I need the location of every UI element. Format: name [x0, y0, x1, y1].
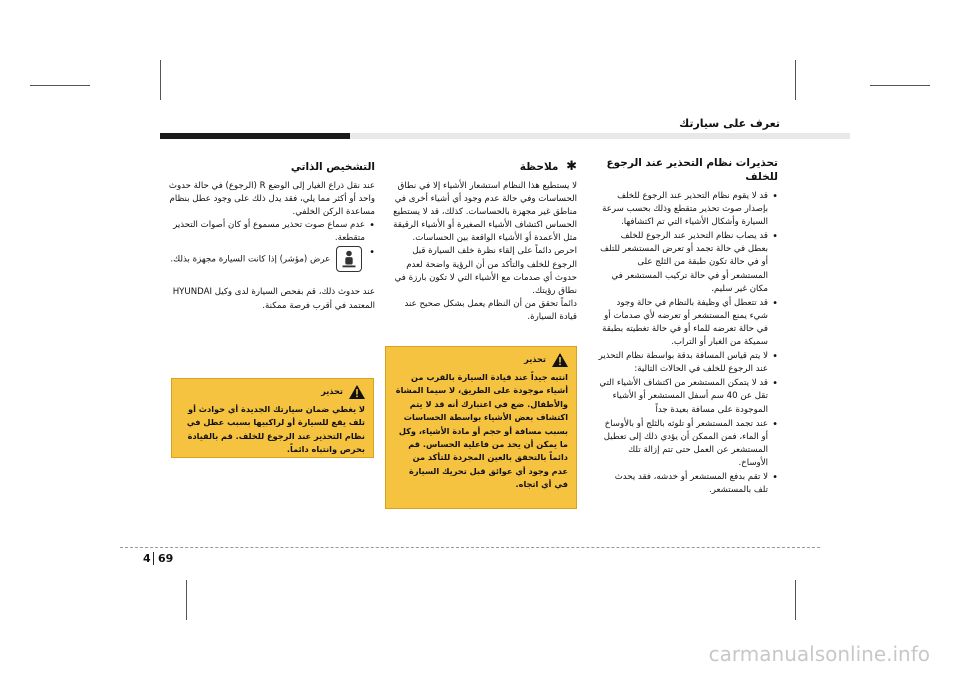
warning-label: تحذير [524, 354, 546, 365]
list-item: • قد لا يقوم نظام التحذير عند الرجوع للخلف بإصدار صوت تحذير متقطع وذلك بحسب سرعة السيارة وأشكال الأشياء التي تم اكتشافها. [598, 190, 778, 229]
list-item: • قد يصاب نظام التحذير عند الرجوع للخلف بعطل في حالة تجمد أو تعرض المستشعر للتلف أو في حالة تكون طبقة من الثلج على المستشعر أو في حالة تركيب المستشعر في مكان غير سليم. [598, 230, 778, 295]
note-title-label: ملاحظة [519, 161, 559, 173]
rear-warning-column [598, 156, 778, 498]
crop-mark [870, 85, 930, 86]
warning-triangle-icon [552, 353, 568, 367]
crop-mark [186, 580, 187, 620]
list-item: • عند تجمد المستشعر أو تلوثه بالثلج أو بالأوساخ أو الماء، فمن الممكن أن يؤدي ذلك إلى تعطيل المستشعر عن العمل حتى تتم إزالة تلك الأوساخ. [598, 418, 778, 470]
indicator-bullet-text: عرض (مؤشر) إذا كانت السيارة مجهزة بذلك. [170, 254, 331, 265]
note-title [385, 160, 577, 174]
warranty-warning-box [171, 378, 374, 458]
footer-divider [120, 547, 820, 548]
warning-text: لا يغطي ضمان سيارتك الجديدة أي حوادث أو تلف يقع للسيارة أو لراكبيها بسبب عطل في نظام التحذير عند الرجوع للخلف. قم بالقيادة بحرص وانتباه دائماً. [186, 404, 365, 455]
note-paragraph: احرص دائماً على إلقاء نظرة خلف السيارة قبل الرجوع للخلف والتأكد من أن الرؤية واضحة لعدم حدوث أي صدمات مع الأشياء التي لا تكون بارزة في نطاق رؤيتك. [394, 246, 577, 296]
warning-label: تحذير [321, 386, 343, 397]
list-item: • قد لا يتمكن المستشعر من اكتشاف الأشياء التي تقل عن 40 سم أسفل المستشعر أو الأشياء الموجودة على مسافة بعيدة جداً [598, 377, 778, 416]
self-diagnosis-intro: عند نقل ذراع الغيار إلى الوضع R (الرجوع) في حالة حدوث واحد أو أكثر مما يلي، فقد يدل ذلك على وجود عطل بنظام مساعدة الركن الخلفي. [168, 181, 375, 218]
sensor-warning-box [385, 346, 577, 509]
crop-mark [795, 580, 796, 620]
list-item: • قد تتعطل أي وظيفة بالنظام في حالة وجود شيء يمنع المستشعر أو تعرضه لأي صدمات أو في حالة تعرضه للماء أو في حالة تغطيته بطبقة سميكة من الغبار أو التراب. [598, 297, 778, 349]
header-bar-accent [160, 133, 350, 139]
parking-assist-indicator-icon [336, 246, 362, 272]
list-item: • لا تقم بدفع المستشعر أو خدشه، فقد يحدث تلف بالمستشعر. [598, 471, 778, 497]
rear-warning-title: تحذيرات نظام التحذير عند الرجوع للخلف [606, 157, 778, 183]
section-title: تعرف على سيارتك [679, 117, 780, 130]
self-diagnosis-title: التشخيص الذاتي [290, 161, 375, 173]
warning-triangle-icon [349, 385, 365, 399]
self-diagnosis-column [160, 160, 375, 313]
warning-header [394, 353, 568, 367]
note-paragraph: دائماً تحقق من أن النظام يعمل بشكل صحيح عند قيادة السيارة. [404, 298, 577, 322]
page-number-divider [153, 552, 154, 565]
note-column [385, 160, 577, 324]
warning-text: انتبه جيداً عند قيادة السيارة بالقرب من أشياء موجودة على الطريق، لا سيما المشاة والأطفال. ضع في اعتبارك أنه قد لا يتم اكتشاف بعض الأشياء بواسطة الحساسات بسبب مسافة أو حجم أو مادة الأشياء، وكل ما يمكن أن يحد من فاعلية الحساس. قم دائماً بالتحقق بالعين المجردة للتأكد من عدم وجود أي عوائق قبل تحريك السيارة في أي اتجاه. [395, 372, 568, 490]
warning-header [180, 385, 365, 399]
note-star-icon: ✱ [566, 159, 577, 174]
list-item: • لا يتم قياس المسافة بدقة بواسطة نظام التحذير عند الرجوع للخلف في الحالات التالية: [598, 350, 778, 376]
list-item [160, 246, 375, 272]
rear-warning-list [598, 190, 778, 497]
page-number: 69 [158, 552, 174, 565]
self-diagnosis-outro: عند حدوث ذلك، قم بفحص السيارة لدى وكيل HYUNDAI المعتمد في أقرب فرصة ممكنة. [172, 287, 375, 311]
crop-mark [795, 60, 796, 100]
list-item: • عدم سماع صوت تحذير مسموع أو كان أصوات التحذير متقطعة. [160, 219, 375, 245]
self-diagnosis-list [160, 219, 375, 272]
crop-mark [30, 85, 90, 86]
crop-mark [160, 60, 161, 100]
watermark: carmanualsonline.info [708, 642, 930, 666]
chapter-number: 4 [143, 552, 151, 565]
note-paragraph: لا يستطيع هذا النظام استشعار الأشياء إلا في نطاق الحساسات وفي حالة عدم وجود أي أشياء أخرى في مناطق غير مجهزة بالحساسات. كذلك، قد لا يستطيع الحساس اكتشاف الأشياء الصغيرة أو الأشياء الرقيقة مثل الأعمدة أو الأشياء الواقعة بين الحساسات. [393, 181, 577, 244]
